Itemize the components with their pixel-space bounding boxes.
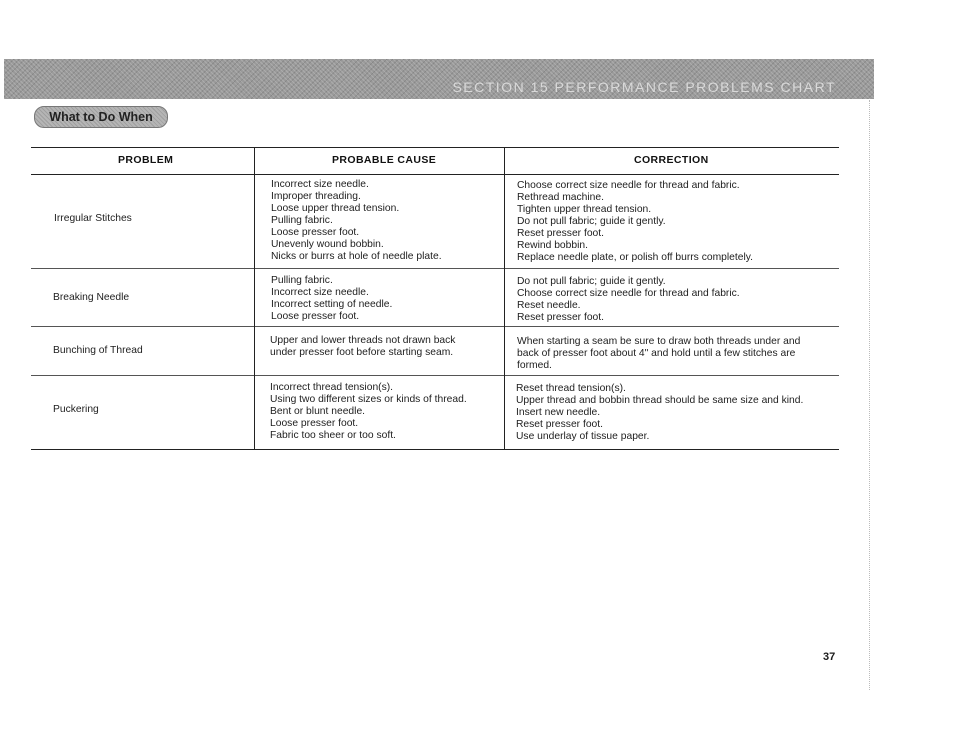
problem-cell: Puckering xyxy=(53,404,99,415)
cause-item: Using two different sizes or kinds of thread. xyxy=(270,394,467,405)
cause-item: Pulling fabric. xyxy=(271,215,333,226)
correction-list xyxy=(517,276,740,324)
correction-item: When starting a seam be sure to draw both threads under and xyxy=(517,336,801,347)
section-title: SECTION 15 PERFORMANCE PROBLEMS CHART xyxy=(452,79,836,95)
cause-item: Bent or blunt needle. xyxy=(270,406,366,417)
cause-item: Loose upper thread tension. xyxy=(271,203,400,214)
correction-item: Rethread machine. xyxy=(517,192,605,203)
cause-item: Incorrect thread tension(s). xyxy=(270,382,394,393)
correction-item: Use underlay of tissue paper. xyxy=(516,431,650,442)
what-to-do-when-badge: What to Do When xyxy=(34,106,168,128)
cause-item: Upper and lower threads not drawn back xyxy=(270,335,456,346)
correction-list xyxy=(516,383,803,443)
row-divider xyxy=(31,375,839,376)
correction-item: Reset presser foot. xyxy=(517,228,604,239)
header-probable-cause: PROBABLE CAUSE xyxy=(332,154,437,166)
correction-item: Rewind bobbin. xyxy=(517,240,588,251)
cause-item: Loose presser foot. xyxy=(271,227,360,238)
cause-item: Loose presser foot. xyxy=(270,418,359,429)
correction-item: Reset needle. xyxy=(517,300,581,311)
cause-item: Fabric too sheer or too soft. xyxy=(270,430,396,441)
cause-item: Unevenly wound bobbin. xyxy=(271,239,384,250)
cause-list xyxy=(271,179,442,263)
page-edge-line xyxy=(869,100,870,690)
cause-item: Nicks or burrs at hole of needle plate. xyxy=(271,251,442,262)
table-top-rule xyxy=(31,147,839,148)
correction-item: Replace needle plate, or polish off burrs completely. xyxy=(517,252,754,263)
problem-cell: Breaking Needle xyxy=(53,292,130,303)
correction-item: formed. xyxy=(517,360,552,371)
correction-item: Reset presser foot. xyxy=(517,312,604,323)
column-divider xyxy=(504,147,505,449)
problem-cell: Bunching of Thread xyxy=(53,345,143,356)
correction-item: Insert new needle. xyxy=(516,407,601,418)
row-divider xyxy=(31,268,839,269)
correction-item: Tighten upper thread tension. xyxy=(517,204,652,215)
cause-item: Incorrect size needle. xyxy=(271,179,369,190)
correction-item: Choose correct size needle for thread and fabric. xyxy=(517,288,740,299)
correction-item: Do not pull fabric; guide it gently. xyxy=(517,216,666,227)
header-problem: PROBLEM xyxy=(118,154,174,166)
correction-list xyxy=(517,336,800,372)
header-correction: CORRECTION xyxy=(634,154,709,166)
cause-item: Incorrect size needle. xyxy=(271,287,369,298)
correction-list xyxy=(517,180,753,264)
row-divider xyxy=(31,326,839,327)
cause-list xyxy=(270,335,455,359)
correction-item: back of presser foot about 4" and hold until a few stitches are xyxy=(517,348,796,359)
header-bottom-rule xyxy=(31,174,839,175)
cause-list xyxy=(270,382,467,442)
cause-item: Pulling fabric. xyxy=(271,275,333,286)
correction-item: Upper thread and bobbin thread should be same size and kind. xyxy=(516,395,804,406)
cause-item: Incorrect setting of needle. xyxy=(271,299,393,310)
cause-item: Improper threading. xyxy=(271,191,361,202)
cause-item: under presser foot before starting seam. xyxy=(270,347,454,358)
correction-item: Choose correct size needle for thread and fabric. xyxy=(517,180,740,191)
correction-item: Reset thread tension(s). xyxy=(516,383,626,394)
cause-list xyxy=(271,275,392,323)
correction-item: Reset presser foot. xyxy=(516,419,603,430)
problem-cell: Irregular Stitches xyxy=(54,213,132,224)
table-bottom-rule xyxy=(31,449,839,450)
page-number: 37 xyxy=(823,651,836,663)
section-banner xyxy=(4,59,874,99)
correction-item: Do not pull fabric; guide it gently. xyxy=(517,276,666,287)
column-divider xyxy=(254,147,255,449)
cause-item: Loose presser foot. xyxy=(271,311,360,322)
